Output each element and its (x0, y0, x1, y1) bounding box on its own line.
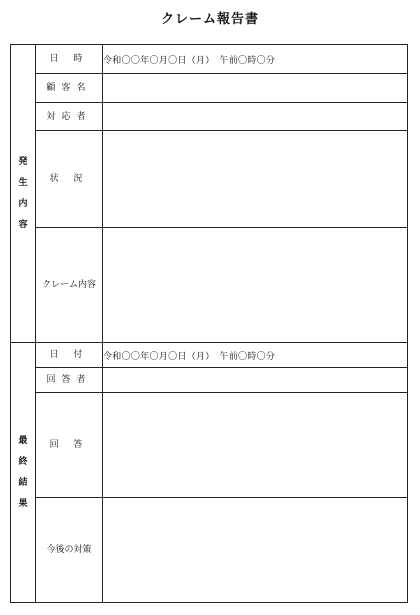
datetime-field[interactable]: 令和〇〇年〇月〇日（月） 午前〇時〇分 (103, 45, 408, 74)
answer-label: 回 答 (36, 393, 103, 498)
responder-label: 回答者 (36, 368, 103, 393)
responder-field[interactable] (103, 368, 408, 393)
section-char: 最 (18, 435, 28, 446)
customer-name-field[interactable] (103, 74, 408, 103)
customer-name-row (11, 74, 408, 103)
handler-row (11, 103, 408, 131)
customer-name-label: 顧客名 (36, 74, 103, 103)
section-char: 生 (18, 177, 28, 188)
date-label: 日 付 (36, 343, 103, 368)
handler-label: 対応者 (36, 103, 103, 131)
responder-row (11, 368, 408, 393)
document-title: クレーム報告書 (160, 12, 259, 27)
section-char: 内 (18, 198, 28, 209)
section-char: 発 (18, 156, 28, 167)
situation-field[interactable] (103, 131, 408, 228)
datetime-row (11, 45, 408, 74)
section-char: 終 (18, 456, 28, 467)
situation-label: 状 況 (36, 131, 103, 228)
section-char: 果 (18, 498, 28, 509)
date-field[interactable]: 令和〇〇年〇月〇日（月） 午前〇時〇分 (103, 343, 408, 368)
future-measures-field[interactable] (103, 498, 408, 603)
section-final-result-label (11, 343, 36, 603)
future-measures-row (11, 498, 408, 603)
handler-field[interactable] (103, 103, 408, 131)
answer-row (11, 393, 408, 498)
section-char: 結 (18, 477, 28, 488)
complaint-content-label: クレーム内容 (36, 228, 103, 343)
complaint-content-field[interactable] (103, 228, 408, 343)
section-occurrence-label (11, 45, 36, 343)
complaint-content-row (11, 228, 408, 343)
answer-field[interactable] (103, 393, 408, 498)
datetime-label: 日 時 (36, 45, 103, 74)
section-char: 容 (18, 219, 28, 230)
date-row (11, 343, 408, 368)
complaint-report-form (10, 44, 408, 603)
future-measures-label: 今後の対策 (36, 498, 103, 603)
situation-row (11, 131, 408, 228)
